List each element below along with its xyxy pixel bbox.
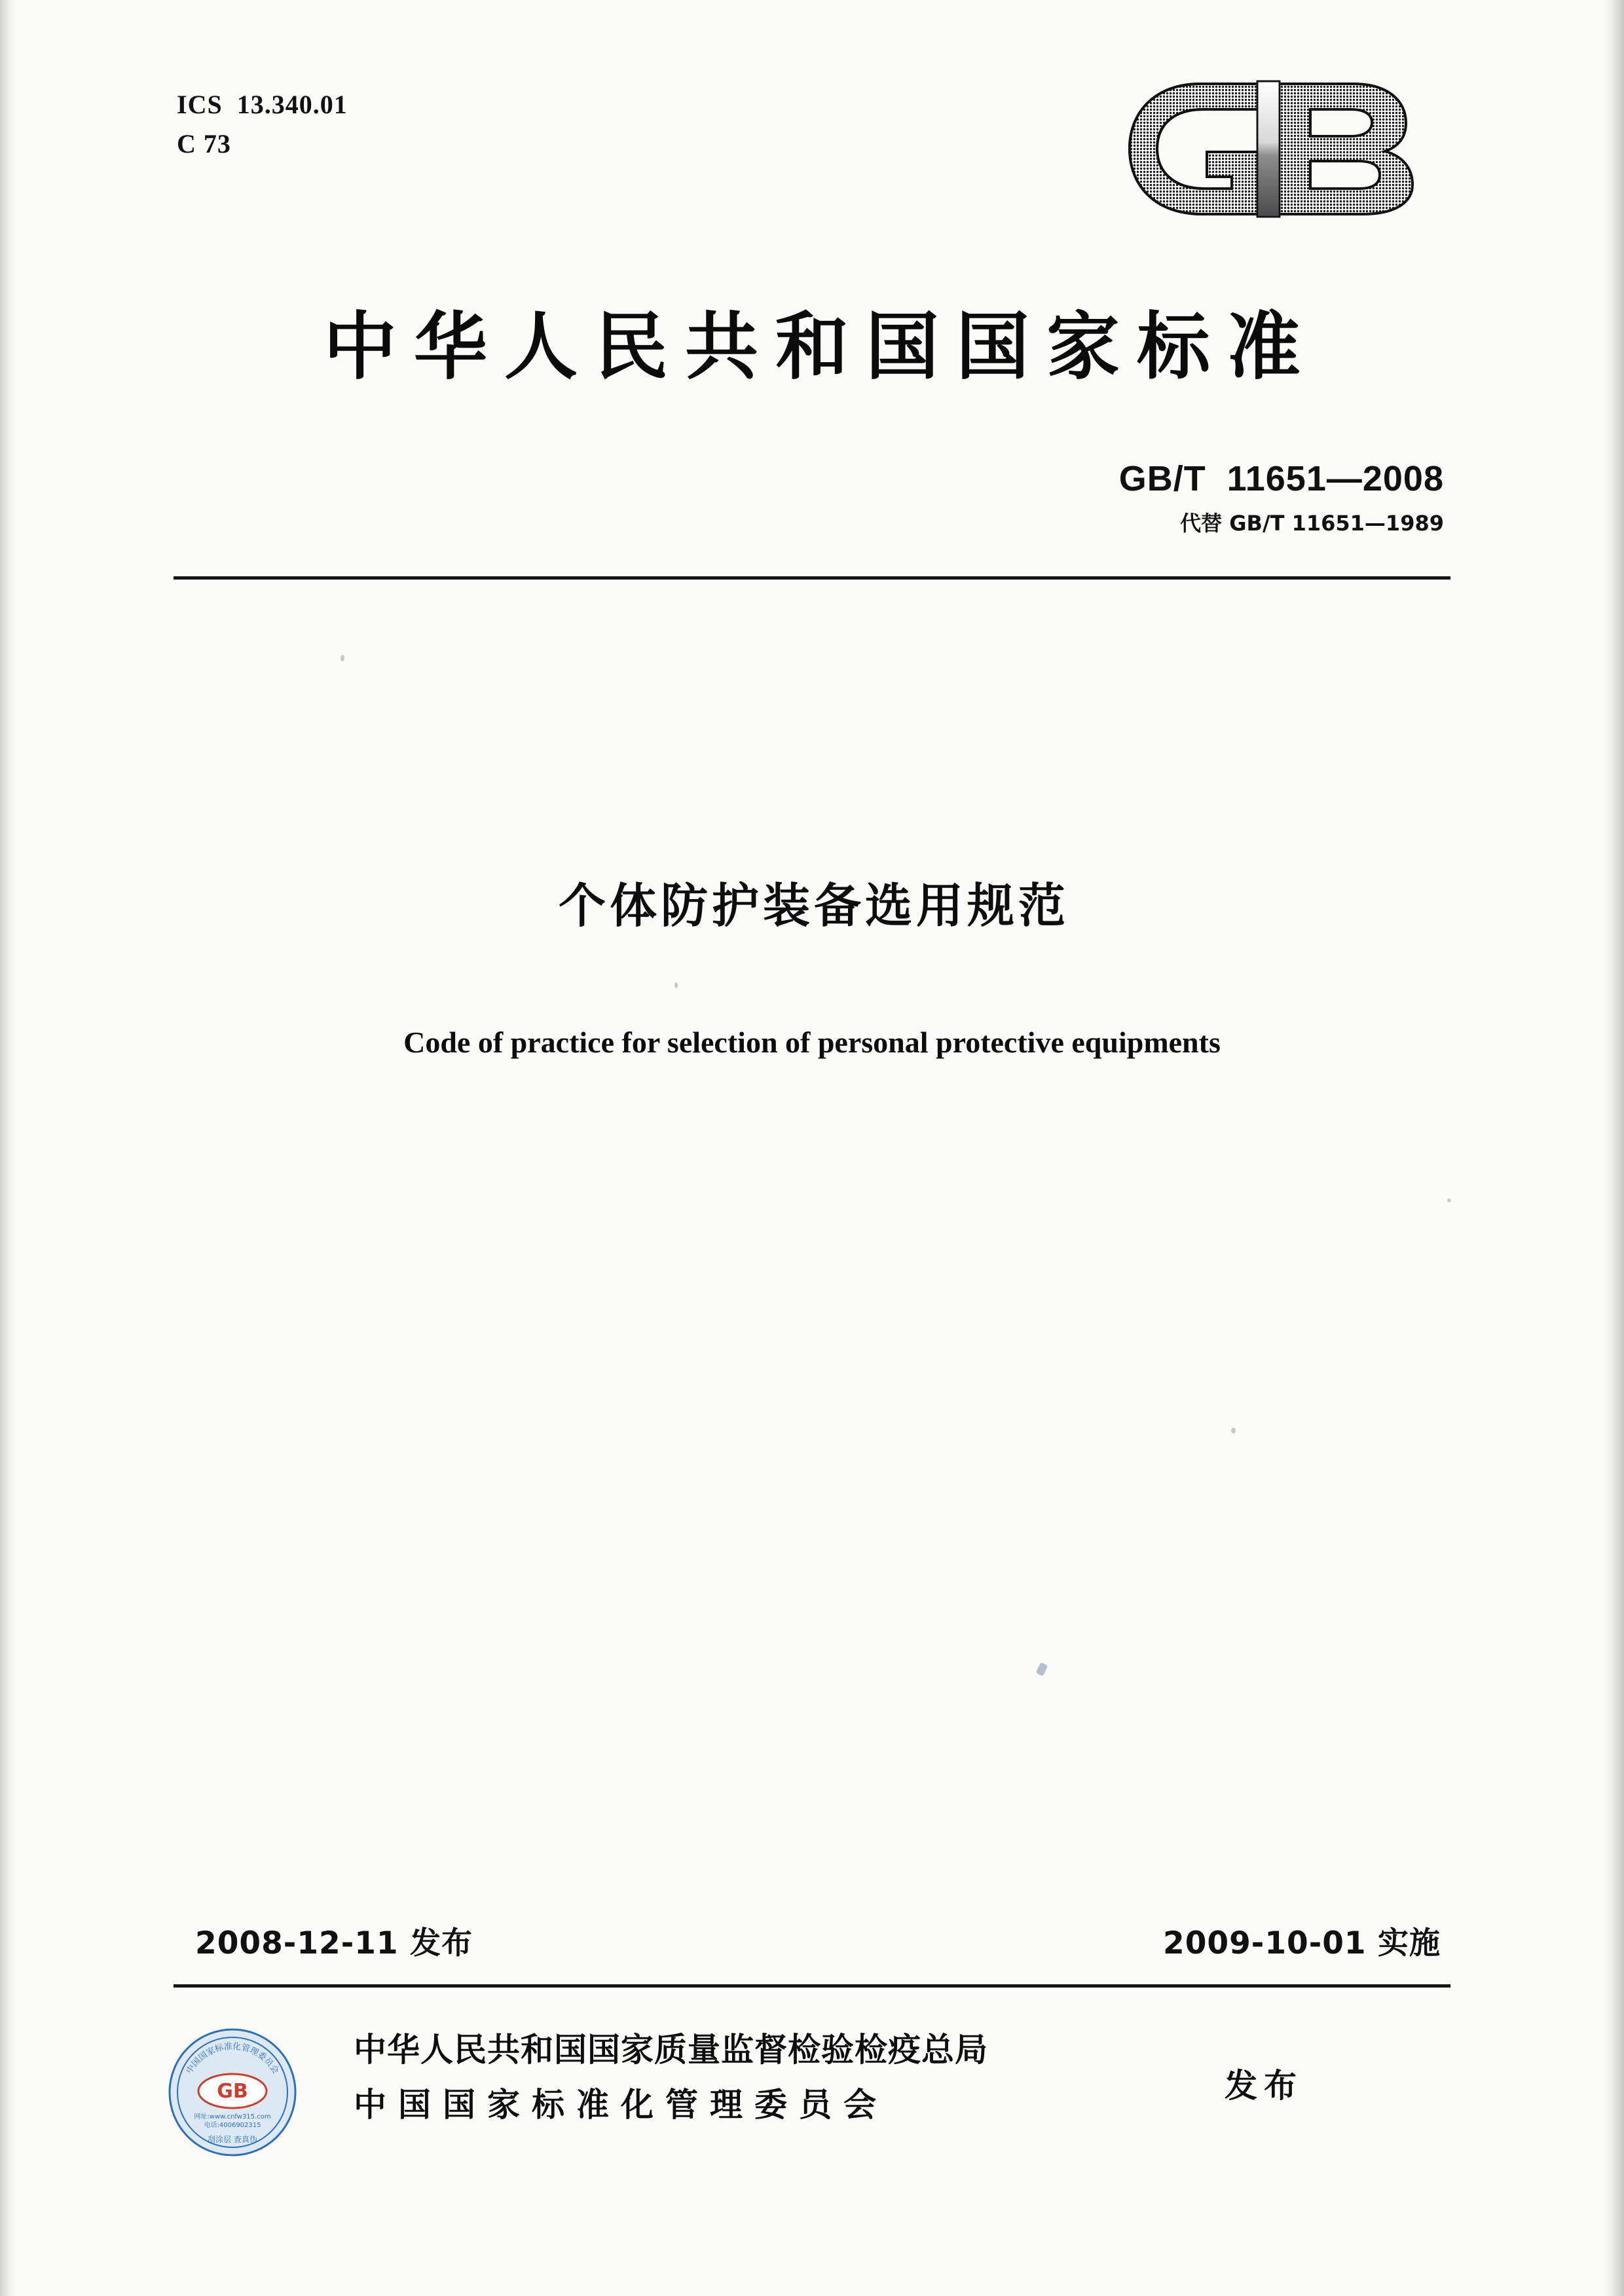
document-title-en: Code of practice for selection of personal protective equipments [403, 1026, 1221, 1059]
cover-sheet [26, 0, 1598, 2296]
standard-number: GB/T 11651—2008 [1118, 459, 1444, 498]
scan-speck [1036, 1662, 1048, 1676]
svg-text:刮涂层 查真伪: 刮涂层 查真伪 [208, 2135, 257, 2144]
standard-number-block [1119, 458, 1444, 537]
scan-speck [1447, 1198, 1451, 1202]
ics-code: ICS 13.340.01 [177, 90, 348, 119]
publisher-line-2: 中国国家标准化管理委员会 [354, 2086, 888, 2124]
svg-text:网址:www.cnfw315.com: 网址:www.cnfw315.com [194, 2113, 271, 2120]
scan-speck [1231, 1428, 1236, 1434]
anti-counterfeit-seal-icon [167, 2027, 298, 2158]
document-title-cn: 个体防护装备选用规范 [558, 878, 1069, 933]
publisher-block [354, 2024, 1270, 2126]
header-divider [174, 576, 1450, 580]
svg-text:GB: GB [217, 2080, 248, 2103]
page-title: 中华人民共和国国家标准 [323, 305, 1318, 390]
scan-speck [341, 655, 344, 661]
footer-divider [174, 1984, 1450, 1988]
ics-classification-block [177, 85, 348, 164]
classification-code: C 73 [177, 129, 231, 158]
gb-emblem-icon [1123, 79, 1450, 219]
publish-verb: 发布 [1225, 2067, 1303, 2105]
publisher-line-1: 中华人民共和国国家质量监督检验检疫总局 [354, 2031, 988, 2069]
scan-speck [674, 982, 678, 988]
svg-text:中国国家标准化管理委员会: 中国国家标准化管理委员会 [184, 2041, 281, 2076]
replaces-note: 代替 GB/T 11651—1989 [1180, 511, 1444, 536]
issue-date: 2008-12-11 发布 [195, 1925, 473, 1961]
implementation-date: 2009-10-01 实施 [1163, 1925, 1441, 1961]
svg-text:电话:4006902315: 电话:4006902315 [204, 2122, 261, 2129]
